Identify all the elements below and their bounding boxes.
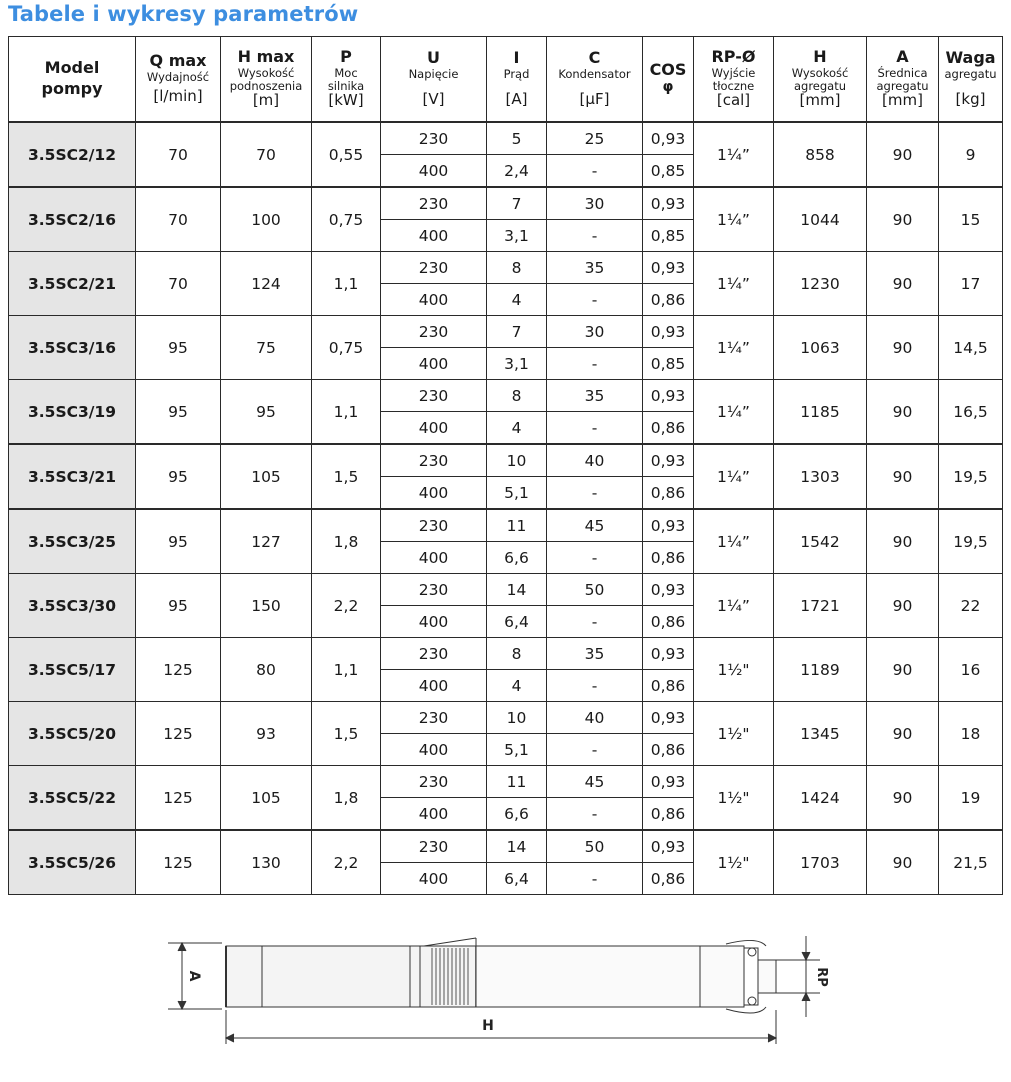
cell-capacitor: 30 [547, 187, 643, 220]
header-p-main: P [340, 46, 352, 66]
cell-current: 14 [487, 574, 547, 606]
cell-voltage: 400 [381, 798, 487, 831]
cell-power: 1,1 [312, 252, 381, 316]
cell-q-max: 125 [136, 830, 221, 895]
cell-h-max: 100 [221, 187, 312, 252]
cell-rp-outlet: 1¼” [694, 122, 774, 187]
cell-model: 3.5SC5/20 [9, 702, 136, 766]
cell-h-max: 124 [221, 252, 312, 316]
cell-capacitor: 45 [547, 766, 643, 798]
cell-capacitor: - [547, 348, 643, 380]
cell-current: 5,1 [487, 477, 547, 510]
header-p [312, 37, 381, 123]
pump-dimension-diagram [160, 926, 840, 1056]
cell-rp-outlet: 1¼” [694, 252, 774, 316]
header-cos [643, 37, 694, 123]
cell-diameter: 90 [867, 638, 939, 702]
header-u [381, 37, 487, 123]
cell-q-max: 70 [136, 252, 221, 316]
cell-capacitor: 35 [547, 380, 643, 412]
header-w-sub: agregatu [944, 66, 997, 81]
cell-height: 1230 [774, 252, 867, 316]
table-row [9, 187, 1003, 220]
cell-power: 1,5 [312, 444, 381, 509]
cell-weight: 16 [939, 638, 1003, 702]
header-i-unit: [A] [505, 90, 528, 109]
cell-power: 0,75 [312, 187, 381, 252]
cell-current: 4 [487, 670, 547, 702]
table-row [9, 252, 1003, 284]
header-p-unit: [kW] [328, 91, 364, 110]
cell-weight: 16,5 [939, 380, 1003, 445]
header-w-main: Waga [945, 47, 996, 67]
cell-current: 10 [487, 444, 547, 477]
cell-height: 1044 [774, 187, 867, 252]
cell-cos-phi: 0,93 [643, 638, 694, 670]
cell-q-max: 125 [136, 702, 221, 766]
cell-h-max: 150 [221, 574, 312, 638]
cell-current: 6,4 [487, 606, 547, 638]
cell-cos-phi: 0,86 [643, 863, 694, 895]
header-w-unit: [kg] [955, 90, 986, 109]
header-u-sub: Napięcie [408, 66, 459, 81]
cell-current: 8 [487, 380, 547, 412]
cell-rp-outlet: 1¼” [694, 187, 774, 252]
cell-current: 10 [487, 702, 547, 734]
cell-h-max: 70 [221, 122, 312, 187]
cell-cos-phi: 0,86 [643, 734, 694, 766]
header-a-unit: [mm] [882, 91, 923, 110]
cell-voltage: 230 [381, 380, 487, 412]
dimension-h-label: H [482, 1018, 494, 1034]
cell-model: 3.5SC3/21 [9, 444, 136, 509]
cell-weight: 22 [939, 574, 1003, 638]
cell-capacitor: 35 [547, 638, 643, 670]
cell-weight: 18 [939, 702, 1003, 766]
table-row [9, 316, 1003, 348]
cell-cos-phi: 0,86 [643, 542, 694, 574]
cell-current: 7 [487, 187, 547, 220]
header-a-sub2: agregatu [876, 78, 929, 93]
cell-model: 3.5SC2/12 [9, 122, 136, 187]
cell-diameter: 90 [867, 444, 939, 509]
cell-q-max: 95 [136, 444, 221, 509]
cell-current: 8 [487, 638, 547, 670]
cell-diameter: 90 [867, 702, 939, 766]
cell-cos-phi: 0,93 [643, 766, 694, 798]
table-row [9, 638, 1003, 670]
header-p-sub2: silnika [327, 78, 365, 93]
header-h [221, 37, 312, 123]
cell-diameter: 90 [867, 830, 939, 895]
cell-capacitor: - [547, 670, 643, 702]
table-row [9, 122, 1003, 155]
table-row [9, 574, 1003, 606]
cell-diameter: 90 [867, 380, 939, 445]
header-q-sub: Wydajność [146, 69, 210, 84]
cell-voltage: 230 [381, 187, 487, 220]
cell-capacitor: - [547, 412, 643, 445]
cell-weight: 19,5 [939, 509, 1003, 574]
cell-voltage: 230 [381, 316, 487, 348]
table-row [9, 380, 1003, 412]
cell-weight: 19,5 [939, 444, 1003, 509]
cell-cos-phi: 0,86 [643, 284, 694, 316]
cell-current: 5,1 [487, 734, 547, 766]
cell-rp-outlet: 1½" [694, 766, 774, 831]
cell-cos-phi: 0,93 [643, 380, 694, 412]
cell-diameter: 90 [867, 122, 939, 187]
header-u-main: U [427, 47, 440, 67]
header-model-line2: pompy [41, 79, 103, 98]
cell-current: 3,1 [487, 348, 547, 380]
dimension-rp-label: RP [814, 967, 829, 987]
cell-model: 3.5SC5/17 [9, 638, 136, 702]
cell-cos-phi: 0,85 [643, 348, 694, 380]
cell-diameter: 90 [867, 509, 939, 574]
parameters-table [8, 36, 1003, 895]
header-hh-unit: [mm] [799, 91, 841, 110]
cell-capacitor: - [547, 477, 643, 510]
header-rp-unit: [cal] [716, 91, 751, 110]
cell-weight: 19 [939, 766, 1003, 831]
header-c-sub: Kondensator [558, 66, 631, 81]
cell-cos-phi: 0,93 [643, 187, 694, 220]
cell-cos-phi: 0,93 [643, 509, 694, 542]
header-a-sub: Średnica [877, 65, 928, 80]
cell-h-max: 95 [221, 380, 312, 445]
cell-cos-phi: 0,86 [643, 670, 694, 702]
cell-current: 5 [487, 122, 547, 155]
header-c-main: C [588, 47, 601, 67]
cell-cos-phi: 0,86 [643, 412, 694, 445]
header-u-unit: [V] [422, 90, 445, 109]
cell-cos-phi: 0,86 [643, 606, 694, 638]
cell-diameter: 90 [867, 252, 939, 316]
cell-voltage: 230 [381, 509, 487, 542]
cell-rp-outlet: 1½" [694, 638, 774, 702]
cell-h-max: 127 [221, 509, 312, 574]
cell-h-max: 75 [221, 316, 312, 380]
cell-weight: 15 [939, 187, 1003, 252]
cell-power: 1,5 [312, 702, 381, 766]
cell-capacitor: 35 [547, 252, 643, 284]
cell-voltage: 400 [381, 606, 487, 638]
cell-current: 11 [487, 766, 547, 798]
cell-q-max: 125 [136, 766, 221, 831]
header-h-unit: [m] [252, 91, 280, 110]
header-model-line1: Model [44, 58, 100, 78]
cell-capacitor: - [547, 734, 643, 766]
cell-capacitor: 50 [547, 574, 643, 606]
cell-height: 1063 [774, 316, 867, 380]
cell-capacitor: 40 [547, 702, 643, 734]
cell-current: 7 [487, 316, 547, 348]
cell-voltage: 230 [381, 122, 487, 155]
cell-voltage: 400 [381, 412, 487, 445]
cell-voltage: 400 [381, 155, 487, 188]
cell-weight: 14,5 [939, 316, 1003, 380]
header-h-sub: Wysokość [237, 65, 295, 80]
cell-power: 0,75 [312, 316, 381, 380]
cell-q-max: 95 [136, 574, 221, 638]
table-header-row [9, 37, 1003, 123]
table-row [9, 702, 1003, 734]
header-q [136, 37, 221, 123]
table-body [9, 122, 1003, 895]
cell-height: 1189 [774, 638, 867, 702]
cell-capacitor: - [547, 863, 643, 895]
cell-power: 1,1 [312, 380, 381, 445]
cell-current: 8 [487, 252, 547, 284]
table-row [9, 444, 1003, 477]
header-h-main: H max [237, 46, 295, 66]
cell-voltage: 230 [381, 638, 487, 670]
cell-capacitor: 40 [547, 444, 643, 477]
header-hh-main: H [813, 46, 827, 66]
cell-height: 1542 [774, 509, 867, 574]
header-rp-main: RP-Ø [711, 46, 756, 66]
cell-model: 3.5SC2/21 [9, 252, 136, 316]
cell-power: 1,8 [312, 509, 381, 574]
cell-capacitor: 25 [547, 122, 643, 155]
cell-voltage: 230 [381, 574, 487, 606]
cell-q-max: 95 [136, 380, 221, 445]
cell-q-max: 70 [136, 187, 221, 252]
header-i [487, 37, 547, 123]
cell-diameter: 90 [867, 316, 939, 380]
header-hh-sub2: agregatu [793, 78, 847, 93]
cell-cos-phi: 0,86 [643, 798, 694, 831]
cell-weight: 17 [939, 252, 1003, 316]
header-p-sub: Moc [334, 65, 358, 80]
header-rp [694, 37, 774, 123]
cell-height: 1185 [774, 380, 867, 445]
cell-rp-outlet: 1¼” [694, 444, 774, 509]
cell-q-max: 95 [136, 509, 221, 574]
cell-model: 3.5SC3/19 [9, 380, 136, 445]
cell-model: 3.5SC5/26 [9, 830, 136, 895]
header-cos-main: COS [649, 60, 687, 80]
cell-cos-phi: 0,93 [643, 316, 694, 348]
cell-capacitor: - [547, 284, 643, 316]
cell-height: 1721 [774, 574, 867, 638]
cell-capacitor: 30 [547, 316, 643, 348]
header-q-main: Q max [149, 50, 207, 70]
cell-voltage: 400 [381, 542, 487, 574]
cell-voltage: 230 [381, 766, 487, 798]
cell-cos-phi: 0,93 [643, 574, 694, 606]
header-w [939, 37, 1003, 123]
page-title: Tabele i wykresy parametrów [8, 2, 359, 26]
cell-current: 6,6 [487, 542, 547, 574]
header-rp-sub: Wyjście [711, 65, 756, 80]
cell-capacitor: - [547, 542, 643, 574]
cell-power: 2,2 [312, 830, 381, 895]
cell-model: 3.5SC5/22 [9, 766, 136, 831]
header-i-sub: Prąd [503, 66, 530, 81]
header-hh-sub: Wysokość [791, 65, 849, 80]
cell-cos-phi: 0,85 [643, 220, 694, 252]
table-row [9, 509, 1003, 542]
cell-voltage: 230 [381, 702, 487, 734]
cell-power: 0,55 [312, 122, 381, 187]
cell-height: 1703 [774, 830, 867, 895]
cell-capacitor: - [547, 155, 643, 188]
header-h-sub2: podnoszenia [229, 78, 303, 93]
table-row [9, 830, 1003, 863]
cell-height: 858 [774, 122, 867, 187]
cell-diameter: 90 [867, 766, 939, 831]
cell-voltage: 400 [381, 477, 487, 510]
cell-rp-outlet: 1¼” [694, 509, 774, 574]
header-hh [774, 37, 867, 123]
header-c [547, 37, 643, 123]
cell-current: 14 [487, 830, 547, 863]
cell-voltage: 400 [381, 734, 487, 766]
cell-capacitor: 50 [547, 830, 643, 863]
cell-cos-phi: 0,93 [643, 444, 694, 477]
cell-h-max: 93 [221, 702, 312, 766]
cell-cos-phi: 0,86 [643, 477, 694, 510]
cell-rp-outlet: 1¼” [694, 316, 774, 380]
cell-model: 3.5SC3/25 [9, 509, 136, 574]
header-a-main: A [896, 46, 909, 66]
header-i-main: I [513, 47, 520, 67]
table-row [9, 766, 1003, 798]
cell-current: 4 [487, 412, 547, 445]
cell-power: 1,1 [312, 638, 381, 702]
cell-current: 6,6 [487, 798, 547, 831]
cell-model: 3.5SC3/30 [9, 574, 136, 638]
cell-cos-phi: 0,93 [643, 252, 694, 284]
cell-diameter: 90 [867, 574, 939, 638]
cell-h-max: 105 [221, 766, 312, 831]
cell-model: 3.5SC3/16 [9, 316, 136, 380]
cell-h-max: 80 [221, 638, 312, 702]
cell-capacitor: - [547, 606, 643, 638]
cell-rp-outlet: 1¼” [694, 574, 774, 638]
cell-height: 1345 [774, 702, 867, 766]
cell-cos-phi: 0,85 [643, 155, 694, 188]
cell-rp-outlet: 1½" [694, 830, 774, 895]
cell-cos-phi: 0,93 [643, 702, 694, 734]
cell-voltage: 400 [381, 284, 487, 316]
header-model [9, 37, 136, 123]
cell-current: 3,1 [487, 220, 547, 252]
cell-height: 1424 [774, 766, 867, 831]
cell-voltage: 230 [381, 444, 487, 477]
cell-q-max: 95 [136, 316, 221, 380]
cell-cos-phi: 0,93 [643, 830, 694, 863]
dimension-a-label: A [186, 970, 202, 982]
cell-model: 3.5SC2/16 [9, 187, 136, 252]
cell-current: 2,4 [487, 155, 547, 188]
cell-capacitor: - [547, 798, 643, 831]
cell-voltage: 230 [381, 252, 487, 284]
header-rp-sub2: tłoczne [712, 78, 755, 93]
cell-cos-phi: 0,93 [643, 122, 694, 155]
cell-weight: 9 [939, 122, 1003, 187]
header-q-unit: [l/min] [153, 87, 203, 106]
cell-voltage: 400 [381, 863, 487, 895]
cell-capacitor: 45 [547, 509, 643, 542]
cell-diameter: 90 [867, 187, 939, 252]
cell-weight: 21,5 [939, 830, 1003, 895]
cell-h-max: 105 [221, 444, 312, 509]
cell-rp-outlet: 1¼” [694, 380, 774, 445]
cell-capacitor: - [547, 220, 643, 252]
header-c-unit: [µF] [579, 90, 610, 109]
cell-height: 1303 [774, 444, 867, 509]
cell-current: 4 [487, 284, 547, 316]
cell-voltage: 400 [381, 348, 487, 380]
cell-voltage: 400 [381, 220, 487, 252]
cell-power: 2,2 [312, 574, 381, 638]
cell-q-max: 125 [136, 638, 221, 702]
cell-q-max: 70 [136, 122, 221, 187]
cell-voltage: 400 [381, 670, 487, 702]
cell-voltage: 230 [381, 830, 487, 863]
cell-current: 6,4 [487, 863, 547, 895]
cell-current: 11 [487, 509, 547, 542]
header-a [867, 37, 939, 123]
cell-h-max: 130 [221, 830, 312, 895]
cell-power: 1,8 [312, 766, 381, 831]
cell-rp-outlet: 1½" [694, 702, 774, 766]
header-cos-phi: φ [662, 79, 674, 96]
